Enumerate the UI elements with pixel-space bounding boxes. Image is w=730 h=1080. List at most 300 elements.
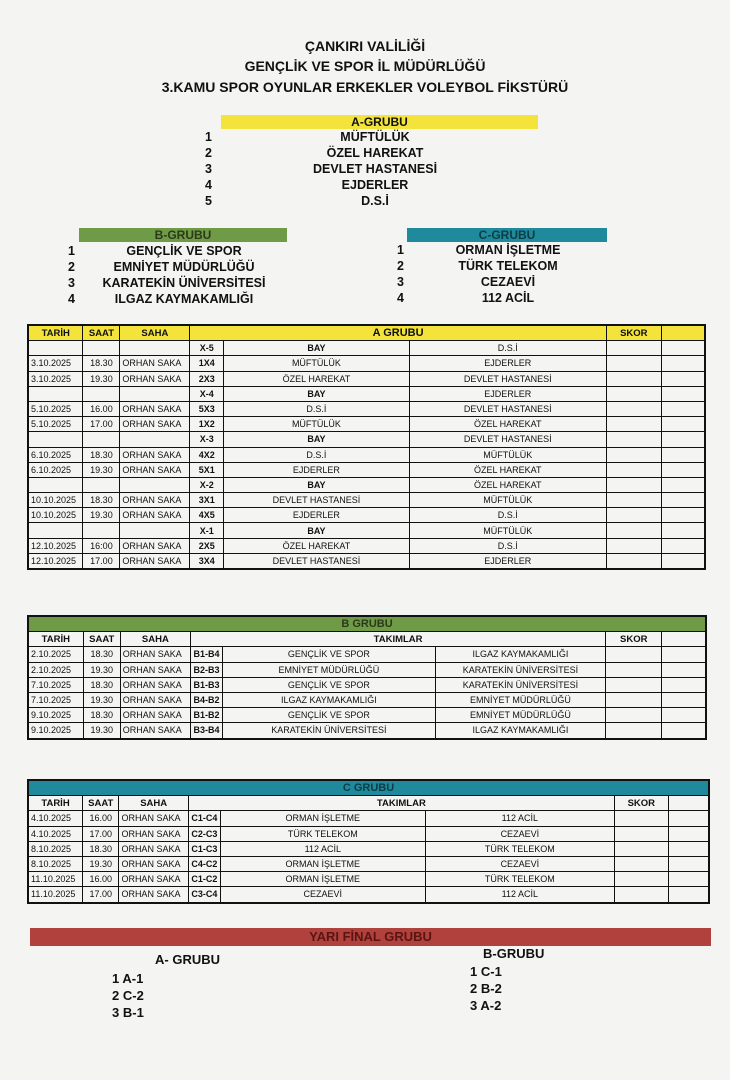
match-code: X-3 xyxy=(190,432,224,447)
match-code: C1-C2 xyxy=(188,872,220,887)
home-team: DEVLET HASTANESİ xyxy=(224,493,409,508)
away-team: DEVLET HASTANESİ xyxy=(409,432,606,447)
semifinal-a-list xyxy=(112,970,144,1021)
home-team: ORMAN İŞLETME xyxy=(220,856,425,871)
match-code: C3-C4 xyxy=(188,887,220,903)
table-row xyxy=(28,447,705,462)
table-row xyxy=(28,538,705,553)
match-venue: ORHAN SAKA xyxy=(120,356,190,371)
match-code: 2X5 xyxy=(190,538,224,553)
match-date: 8.10.2025 xyxy=(28,856,83,871)
group-b-team xyxy=(68,243,288,259)
score-cell-extra xyxy=(662,708,706,723)
match-venue: ORHAN SAKA xyxy=(120,662,190,677)
score-cell-extra xyxy=(668,872,709,887)
group-a-team xyxy=(205,193,545,209)
score-cell xyxy=(606,371,661,386)
away-team: EJDERLER xyxy=(409,356,606,371)
match-venue: ORHAN SAKA xyxy=(120,371,190,386)
match-code: C1-C3 xyxy=(188,841,220,856)
match-date: 7.10.2025 xyxy=(28,692,83,707)
team-number: 3 xyxy=(397,275,404,289)
team-number: 1 xyxy=(397,243,404,257)
table-row xyxy=(28,508,705,523)
match-date xyxy=(28,523,83,538)
group-a-team xyxy=(205,161,545,177)
match-venue: ORHAN SAKA xyxy=(120,462,190,477)
col-venue: SAHA xyxy=(119,796,188,811)
home-team: GENÇLİK VE SPOR xyxy=(223,708,436,723)
score-cell-extra xyxy=(662,662,706,677)
match-venue xyxy=(120,432,190,447)
score-cell-extra xyxy=(668,856,709,871)
match-code: C1-C4 xyxy=(188,811,220,826)
score-cell-extra xyxy=(668,887,709,903)
score-cell-extra xyxy=(661,477,705,492)
away-team: ILGAZ KAYMAKAMLIĞI xyxy=(435,723,606,739)
away-team: MÜFTÜLÜK xyxy=(409,447,606,462)
match-time xyxy=(83,432,120,447)
match-time: 16.00 xyxy=(83,401,120,416)
match-time: 16.00 xyxy=(83,872,119,887)
match-venue: ORHAN SAKA xyxy=(120,417,190,432)
table-row xyxy=(28,417,705,432)
table-row xyxy=(28,692,706,707)
team-name: DEVLET HASTANESİ xyxy=(312,162,438,176)
col-score: SKOR xyxy=(606,325,661,341)
group-b-team xyxy=(68,291,288,307)
match-venue: ORHAN SAKA xyxy=(120,647,190,662)
match-time: 18.30 xyxy=(83,677,120,692)
semifinal-b-title: B-GRUBU xyxy=(483,946,545,961)
group-b-table-title: B GRUBU xyxy=(28,616,706,632)
away-team: ILGAZ KAYMAKAMLIĞI xyxy=(435,647,606,662)
away-team: MÜFTÜLÜK xyxy=(409,493,606,508)
match-time: 19.30 xyxy=(83,723,120,739)
score-cell xyxy=(606,523,661,538)
match-code: 1X2 xyxy=(190,417,224,432)
group-a-team xyxy=(205,129,545,145)
match-code: 4X2 xyxy=(190,447,224,462)
team-number: 2 xyxy=(68,260,75,274)
table-row xyxy=(28,432,705,447)
table-row xyxy=(28,887,709,903)
match-date xyxy=(28,341,83,356)
match-code: X-1 xyxy=(190,523,224,538)
match-code: 3X1 xyxy=(190,493,224,508)
home-team: D.S.İ xyxy=(224,447,409,462)
team-name: MÜFTÜLÜK xyxy=(340,130,410,144)
home-team: CEZAEVİ xyxy=(220,887,425,903)
group-c-table-title: C GRUBU xyxy=(28,780,709,796)
table-header-row xyxy=(28,325,705,341)
table-row xyxy=(28,811,709,826)
score-cell-extra xyxy=(668,841,709,856)
match-time xyxy=(83,477,120,492)
score-cell xyxy=(606,508,661,523)
title-fixture: 3.KAMU SPOR OYUNLAR ERKEKLER VOLEYBOL FİKSTÜRÜ xyxy=(161,79,569,95)
team-name: ILGAZ KAYMAKAMLIĞI xyxy=(114,292,254,306)
group-c-fixture-table xyxy=(27,779,710,904)
team-number: 1 xyxy=(205,130,212,144)
match-venue: ORHAN SAKA xyxy=(120,508,190,523)
score-cell-extra xyxy=(661,447,705,462)
entry-number: 1 xyxy=(112,971,120,986)
semifinal-entry xyxy=(112,1004,144,1021)
match-code: C2-C3 xyxy=(188,826,220,841)
table-row xyxy=(28,662,706,677)
table-row xyxy=(28,841,709,856)
entry-number: 2 xyxy=(112,988,120,1003)
score-cell xyxy=(614,826,668,841)
group-c-banner: C-GRUBU xyxy=(407,228,607,242)
match-venue: ORHAN SAKA xyxy=(120,708,190,723)
col-score: SKOR xyxy=(614,796,668,811)
match-date: 11.10.2025 xyxy=(28,887,83,903)
match-code: 5X1 xyxy=(190,462,224,477)
match-venue: ORHAN SAKA xyxy=(119,872,188,887)
col-venue: SAHA xyxy=(120,632,190,647)
match-venue: ORHAN SAKA xyxy=(120,493,190,508)
away-team: ÖZEL HAREKAT xyxy=(409,462,606,477)
match-date: 8.10.2025 xyxy=(28,841,83,856)
table-title-row xyxy=(28,616,706,632)
group-a-team xyxy=(205,145,545,161)
match-date: 2.10.2025 xyxy=(28,662,83,677)
match-date: 3.10.2025 xyxy=(28,356,83,371)
home-team: EJDERLER xyxy=(224,508,409,523)
entry-slot: A-1 xyxy=(122,971,144,986)
semifinal-entry xyxy=(112,987,144,1004)
entry-number: 2 xyxy=(470,981,478,996)
table-row xyxy=(28,386,705,401)
score-cell-extra xyxy=(661,417,705,432)
table-row xyxy=(28,708,706,723)
away-team: CEZAEVİ xyxy=(425,856,614,871)
match-code: B2-B3 xyxy=(190,662,222,677)
score-cell xyxy=(606,462,661,477)
away-team: EJDERLER xyxy=(409,386,606,401)
entry-number: 3 xyxy=(112,1005,120,1020)
group-c-team xyxy=(397,290,607,306)
match-time: 18.30 xyxy=(83,356,120,371)
match-date: 11.10.2025 xyxy=(28,872,83,887)
match-date: 4.10.2025 xyxy=(28,826,83,841)
home-team: ORMAN İŞLETME xyxy=(220,872,425,887)
score-cell-extra xyxy=(662,677,706,692)
away-team: CEZAEVİ xyxy=(425,826,614,841)
home-team: MÜFTÜLÜK xyxy=(224,417,409,432)
match-venue xyxy=(120,523,190,538)
home-team: GENÇLİK VE SPOR xyxy=(223,677,436,692)
match-venue: ORHAN SAKA xyxy=(119,841,188,856)
match-code: 1X4 xyxy=(190,356,224,371)
match-venue: ORHAN SAKA xyxy=(119,826,188,841)
table-row xyxy=(28,356,705,371)
score-cell-extra xyxy=(662,692,706,707)
score-cell xyxy=(606,692,662,707)
match-time: 18.30 xyxy=(83,647,120,662)
score-cell xyxy=(606,447,661,462)
col-score-extra xyxy=(662,632,706,647)
home-team: EJDERLER xyxy=(224,462,409,477)
match-venue xyxy=(120,477,190,492)
entry-slot: A-2 xyxy=(480,998,502,1013)
match-time: 18.30 xyxy=(83,493,120,508)
group-b-team xyxy=(68,275,288,291)
match-venue: ORHAN SAKA xyxy=(120,538,190,553)
entry-number: 3 xyxy=(470,998,478,1013)
away-team: EMNİYET MÜDÜRLÜĞÜ xyxy=(435,692,606,707)
match-time: 17.00 xyxy=(83,887,119,903)
table-row xyxy=(28,723,706,739)
match-time xyxy=(83,386,120,401)
away-team: EMNİYET MÜDÜRLÜĞÜ xyxy=(435,708,606,723)
match-date: 12.10.2025 xyxy=(28,553,83,569)
match-date: 6.10.2025 xyxy=(28,447,83,462)
score-cell xyxy=(614,887,668,903)
home-team: ÖZEL HAREKAT xyxy=(224,371,409,386)
team-name: EJDERLER xyxy=(341,178,409,192)
team-name: 112 ACİL xyxy=(481,291,535,305)
score-cell-extra xyxy=(661,508,705,523)
match-time: 18.30 xyxy=(83,447,120,462)
table-row xyxy=(28,477,705,492)
table-row xyxy=(28,493,705,508)
col-time: SAAT xyxy=(83,325,120,341)
score-cell-extra xyxy=(661,538,705,553)
entry-number: 1 xyxy=(470,964,478,979)
semifinal-entry xyxy=(470,963,502,980)
score-cell-extra xyxy=(661,386,705,401)
match-date: 12.10.2025 xyxy=(28,538,83,553)
home-team: D.S.İ xyxy=(224,401,409,416)
col-score-extra xyxy=(661,325,705,341)
match-time: 19.30 xyxy=(83,692,120,707)
match-time: 17.00 xyxy=(83,826,119,841)
score-cell-extra xyxy=(661,493,705,508)
match-date: 5.10.2025 xyxy=(28,417,83,432)
score-cell xyxy=(606,647,662,662)
away-team: 112 ACİL xyxy=(425,887,614,903)
group-c-list xyxy=(397,242,607,306)
match-venue: ORHAN SAKA xyxy=(119,856,188,871)
score-cell xyxy=(614,811,668,826)
match-time: 19.30 xyxy=(83,371,120,386)
match-venue: ORHAN SAKA xyxy=(119,811,188,826)
home-team: BAY xyxy=(224,341,409,356)
match-code: X-2 xyxy=(190,477,224,492)
team-name: ÖZEL HAREKAT xyxy=(326,146,424,160)
match-date: 4.10.2025 xyxy=(28,811,83,826)
team-number: 4 xyxy=(205,178,212,192)
group-a-banner: A-GRUBU xyxy=(221,115,538,129)
score-cell xyxy=(614,841,668,856)
score-cell xyxy=(606,662,662,677)
home-team: ILGAZ KAYMAKAMLIĞI xyxy=(223,692,436,707)
table-row xyxy=(28,523,705,538)
table-row xyxy=(28,647,706,662)
score-cell-extra xyxy=(661,356,705,371)
team-name: ORMAN İŞLETME xyxy=(455,243,561,257)
match-time xyxy=(83,341,120,356)
entry-slot: B-1 xyxy=(122,1005,144,1020)
match-time: 19.30 xyxy=(83,462,120,477)
score-cell xyxy=(606,493,661,508)
score-cell-extra xyxy=(661,432,705,447)
home-team: GENÇLİK VE SPOR xyxy=(223,647,436,662)
match-date xyxy=(28,432,83,447)
match-venue: ORHAN SAKA xyxy=(119,887,188,903)
team-name: KARATEKİN ÜNİVERSİTESİ xyxy=(102,276,266,290)
away-team: TÜRK TELEKOM xyxy=(425,872,614,887)
group-b-list xyxy=(68,243,288,307)
score-cell-extra xyxy=(661,401,705,416)
score-cell xyxy=(606,553,661,569)
match-code: B4-B2 xyxy=(190,692,222,707)
score-cell-extra xyxy=(662,723,706,739)
table-row xyxy=(28,553,705,569)
match-venue xyxy=(120,386,190,401)
col-time: SAAT xyxy=(83,632,120,647)
score-cell xyxy=(606,417,661,432)
match-date: 9.10.2025 xyxy=(28,708,83,723)
table-row xyxy=(28,462,705,477)
team-number: 3 xyxy=(68,276,75,290)
match-code: B1-B2 xyxy=(190,708,222,723)
home-team: DEVLET HASTANESİ xyxy=(224,553,409,569)
match-time: 17.00 xyxy=(83,417,120,432)
score-cell xyxy=(606,538,661,553)
match-time: 19.30 xyxy=(83,856,119,871)
match-date: 3.10.2025 xyxy=(28,371,83,386)
match-date: 6.10.2025 xyxy=(28,462,83,477)
away-team: EJDERLER xyxy=(409,553,606,569)
table-row xyxy=(28,401,705,416)
away-team: KARATEKİN ÜNİVERSİTESİ xyxy=(435,677,606,692)
semifinal-banner: YARI FİNAL GRUBU xyxy=(30,928,711,946)
table-row xyxy=(28,677,706,692)
score-cell-extra xyxy=(662,647,706,662)
score-cell-extra xyxy=(661,523,705,538)
match-code: 2X3 xyxy=(190,371,224,386)
home-team: MÜFTÜLÜK xyxy=(224,356,409,371)
table-row xyxy=(28,872,709,887)
away-team: D.S.İ xyxy=(409,538,606,553)
match-venue: ORHAN SAKA xyxy=(120,401,190,416)
col-teams: TAKIMLAR xyxy=(190,632,605,647)
group-b-banner: B-GRUBU xyxy=(79,228,287,242)
table-row xyxy=(28,371,705,386)
score-cell-extra xyxy=(661,553,705,569)
home-team: BAY xyxy=(224,432,409,447)
team-name: CEZAEVİ xyxy=(480,275,536,289)
group-c-team xyxy=(397,258,607,274)
group-a-list xyxy=(205,129,545,209)
home-team: EMNİYET MÜDÜRLÜĞÜ xyxy=(223,662,436,677)
team-number: 2 xyxy=(397,259,404,273)
match-time: 17.00 xyxy=(83,553,120,569)
team-number: 5 xyxy=(205,194,212,208)
col-group: A GRUBU xyxy=(190,325,607,341)
col-time: SAAT xyxy=(83,796,119,811)
score-cell-extra xyxy=(661,341,705,356)
semifinal-b-list xyxy=(470,963,502,1014)
away-team: KARATEKİN ÜNİVERSİTESİ xyxy=(435,662,606,677)
col-score-extra xyxy=(668,796,709,811)
match-venue xyxy=(120,341,190,356)
score-cell-extra xyxy=(661,462,705,477)
match-time: 18.30 xyxy=(83,841,119,856)
group-c-team xyxy=(397,242,607,258)
table-header-row xyxy=(28,796,709,811)
match-time: 18.30 xyxy=(83,708,120,723)
match-date: 10.10.2025 xyxy=(28,493,83,508)
match-code: X-5 xyxy=(190,341,224,356)
match-venue: ORHAN SAKA xyxy=(120,723,190,739)
score-cell xyxy=(606,477,661,492)
team-name: TÜRK TELEKOM xyxy=(458,259,558,273)
home-team: BAY xyxy=(224,523,409,538)
match-date xyxy=(28,477,83,492)
match-code: C4-C2 xyxy=(188,856,220,871)
score-cell-extra xyxy=(668,811,709,826)
table-row xyxy=(28,341,705,356)
match-date xyxy=(28,386,83,401)
table-title-row xyxy=(28,780,709,796)
score-cell xyxy=(606,356,661,371)
col-teams: TAKIMLAR xyxy=(188,796,614,811)
away-team: DEVLET HASTANESİ xyxy=(409,371,606,386)
team-number: 1 xyxy=(68,244,75,258)
score-cell xyxy=(606,677,662,692)
group-a-fixture-table xyxy=(27,324,706,570)
away-team: TÜRK TELEKOM xyxy=(425,841,614,856)
match-code: B3-B4 xyxy=(190,723,222,739)
home-team: ÖZEL HAREKAT xyxy=(224,538,409,553)
score-cell-extra xyxy=(668,826,709,841)
semifinal-a-title: A- GRUBU xyxy=(155,952,220,967)
score-cell xyxy=(606,708,662,723)
score-cell xyxy=(606,386,661,401)
team-name: GENÇLİK VE SPOR xyxy=(126,244,242,258)
group-b-fixture-table xyxy=(27,615,707,740)
match-code: 3X4 xyxy=(190,553,224,569)
entry-slot: C-1 xyxy=(480,964,502,979)
team-number: 2 xyxy=(205,146,212,160)
table-row xyxy=(28,826,709,841)
score-cell xyxy=(606,401,661,416)
match-time: 19.30 xyxy=(83,662,120,677)
home-team: KARATEKİN ÜNİVERSİTESİ xyxy=(223,723,436,739)
title-directorate: GENÇLİK VE SPOR İL MÜDÜRLÜĞÜ xyxy=(244,58,486,74)
match-date: 9.10.2025 xyxy=(28,723,83,739)
away-team: ÖZEL HAREKAT xyxy=(409,477,606,492)
score-cell xyxy=(614,856,668,871)
home-team: ORMAN İŞLETME xyxy=(220,811,425,826)
score-cell-extra xyxy=(661,371,705,386)
col-date: TARİH xyxy=(28,796,83,811)
home-team: BAY xyxy=(224,477,409,492)
group-b-team xyxy=(68,259,288,275)
match-date: 7.10.2025 xyxy=(28,677,83,692)
match-venue: ORHAN SAKA xyxy=(120,553,190,569)
team-number: 4 xyxy=(397,291,404,305)
semifinal-entry xyxy=(470,980,502,997)
score-cell xyxy=(606,432,661,447)
score-cell xyxy=(606,723,662,739)
away-team: ÖZEL HAREKAT xyxy=(409,417,606,432)
